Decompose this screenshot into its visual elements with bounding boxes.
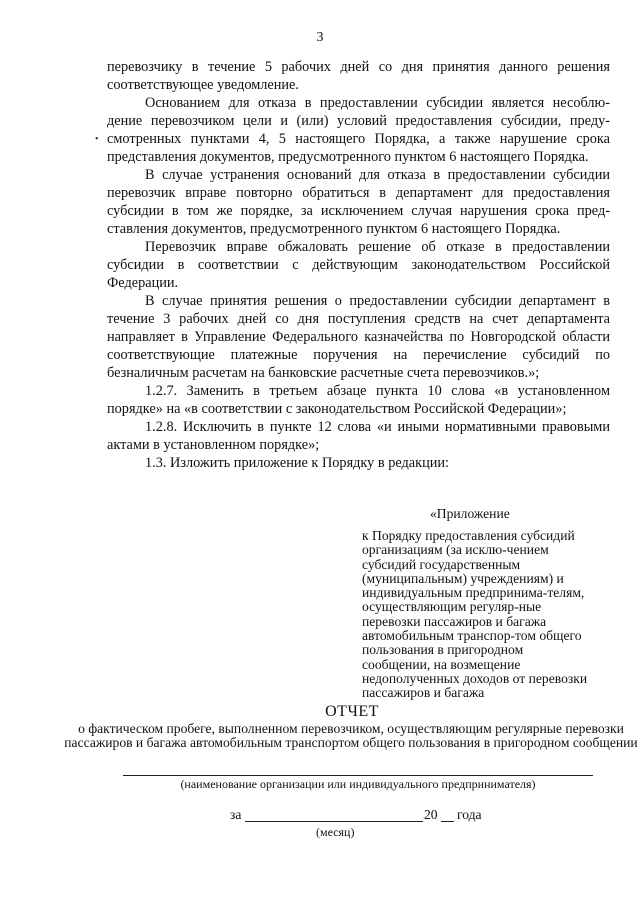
month-blank-line xyxy=(245,821,423,822)
paragraph: 1.2.8. Исключить в пункте 12 слова «и иными нормативными правовыми актами в установленном порядке»; xyxy=(107,419,610,453)
year-blank-line xyxy=(441,821,454,822)
report-title: ОТЧЕТ xyxy=(325,703,379,720)
organization-name-line xyxy=(123,775,593,776)
appendix-reference: к Порядку предоставления субсидий организациям (за исклю-чением субсидий государственным (муниципальным) учреждениям) и индивидуальным предпринима-телям, осуществляющим регуляр-ные перевозки пассажиров и багажа автомобильным транспор-том общего пользования в пригородном сообщении, на возмещение недополученных доходов от перевозки пассажиров и багажа xyxy=(362,528,588,701)
report-subtitle: о фактическом пробеге, выполненном перевозчиком, осуществляющим регулярные перевозки пассажиров и багажа автомобильным транспортом общего пользования в пригородном сообщении xyxy=(64,721,638,751)
paragraph: Перевозчик вправе обжаловать решение об отказе в предоставлении субсидии в соответствии с действующим законодательством Российской Федерации. xyxy=(107,239,610,291)
body-text xyxy=(107,58,610,472)
paragraph: Основанием для отказа в предоставлении субсидии является несоблю-дение перевозчиком цели и (или) условий предоставления субсидии, преду-смотренных пунктами 4, 5 настоящего Порядка, а также нарушение срока представления документов, предусмотренного пунктом 6 настоящего Порядка. xyxy=(107,95,610,165)
month-caption: (месяц) xyxy=(316,825,355,839)
organization-name-caption: (наименование организации или индивидуального предпринимателя) xyxy=(180,777,536,791)
appendix-heading: «Приложение xyxy=(430,506,510,521)
paragraph: 1.3. Изложить приложение к Порядку в редакции: xyxy=(145,455,450,471)
period-suffix: года xyxy=(457,807,482,822)
period-prefix: за xyxy=(230,807,242,822)
paragraph: перевозчику в течение 5 рабочих дней со дня принятия данного решения соответствующее уведомление. xyxy=(107,59,610,93)
period-century: 20 xyxy=(424,807,438,822)
paragraph: В случае принятия решения о предоставлении субсидии департамент в течение 3 рабочих дней со дня поступления средств на счет департамента направляет в Управление Федерального казначейства по Новгородской области соответствующие платежные поручения на перечисление субсидий по безналичным расчетам на банковские расчетные счета перевозчиков.»; xyxy=(107,293,610,381)
paragraph: 1.2.7. Заменить в третьем абзаце пункта 10 слова «в установленном порядке» на «в соответствии с законодательством Российской Федерации»; xyxy=(107,383,610,417)
margin-mark: • xyxy=(95,134,99,145)
page-number: 3 xyxy=(316,30,324,45)
paragraph: В случае устранения оснований для отказа в предоставлении субсидии перевозчик вправе повторно обратиться в департамент для предоставления субсидии в том же порядке, за исключением случая нарушения срока пред-ставления документов, предусмотренного пунктом 6 настоящего Порядка. xyxy=(107,167,610,237)
